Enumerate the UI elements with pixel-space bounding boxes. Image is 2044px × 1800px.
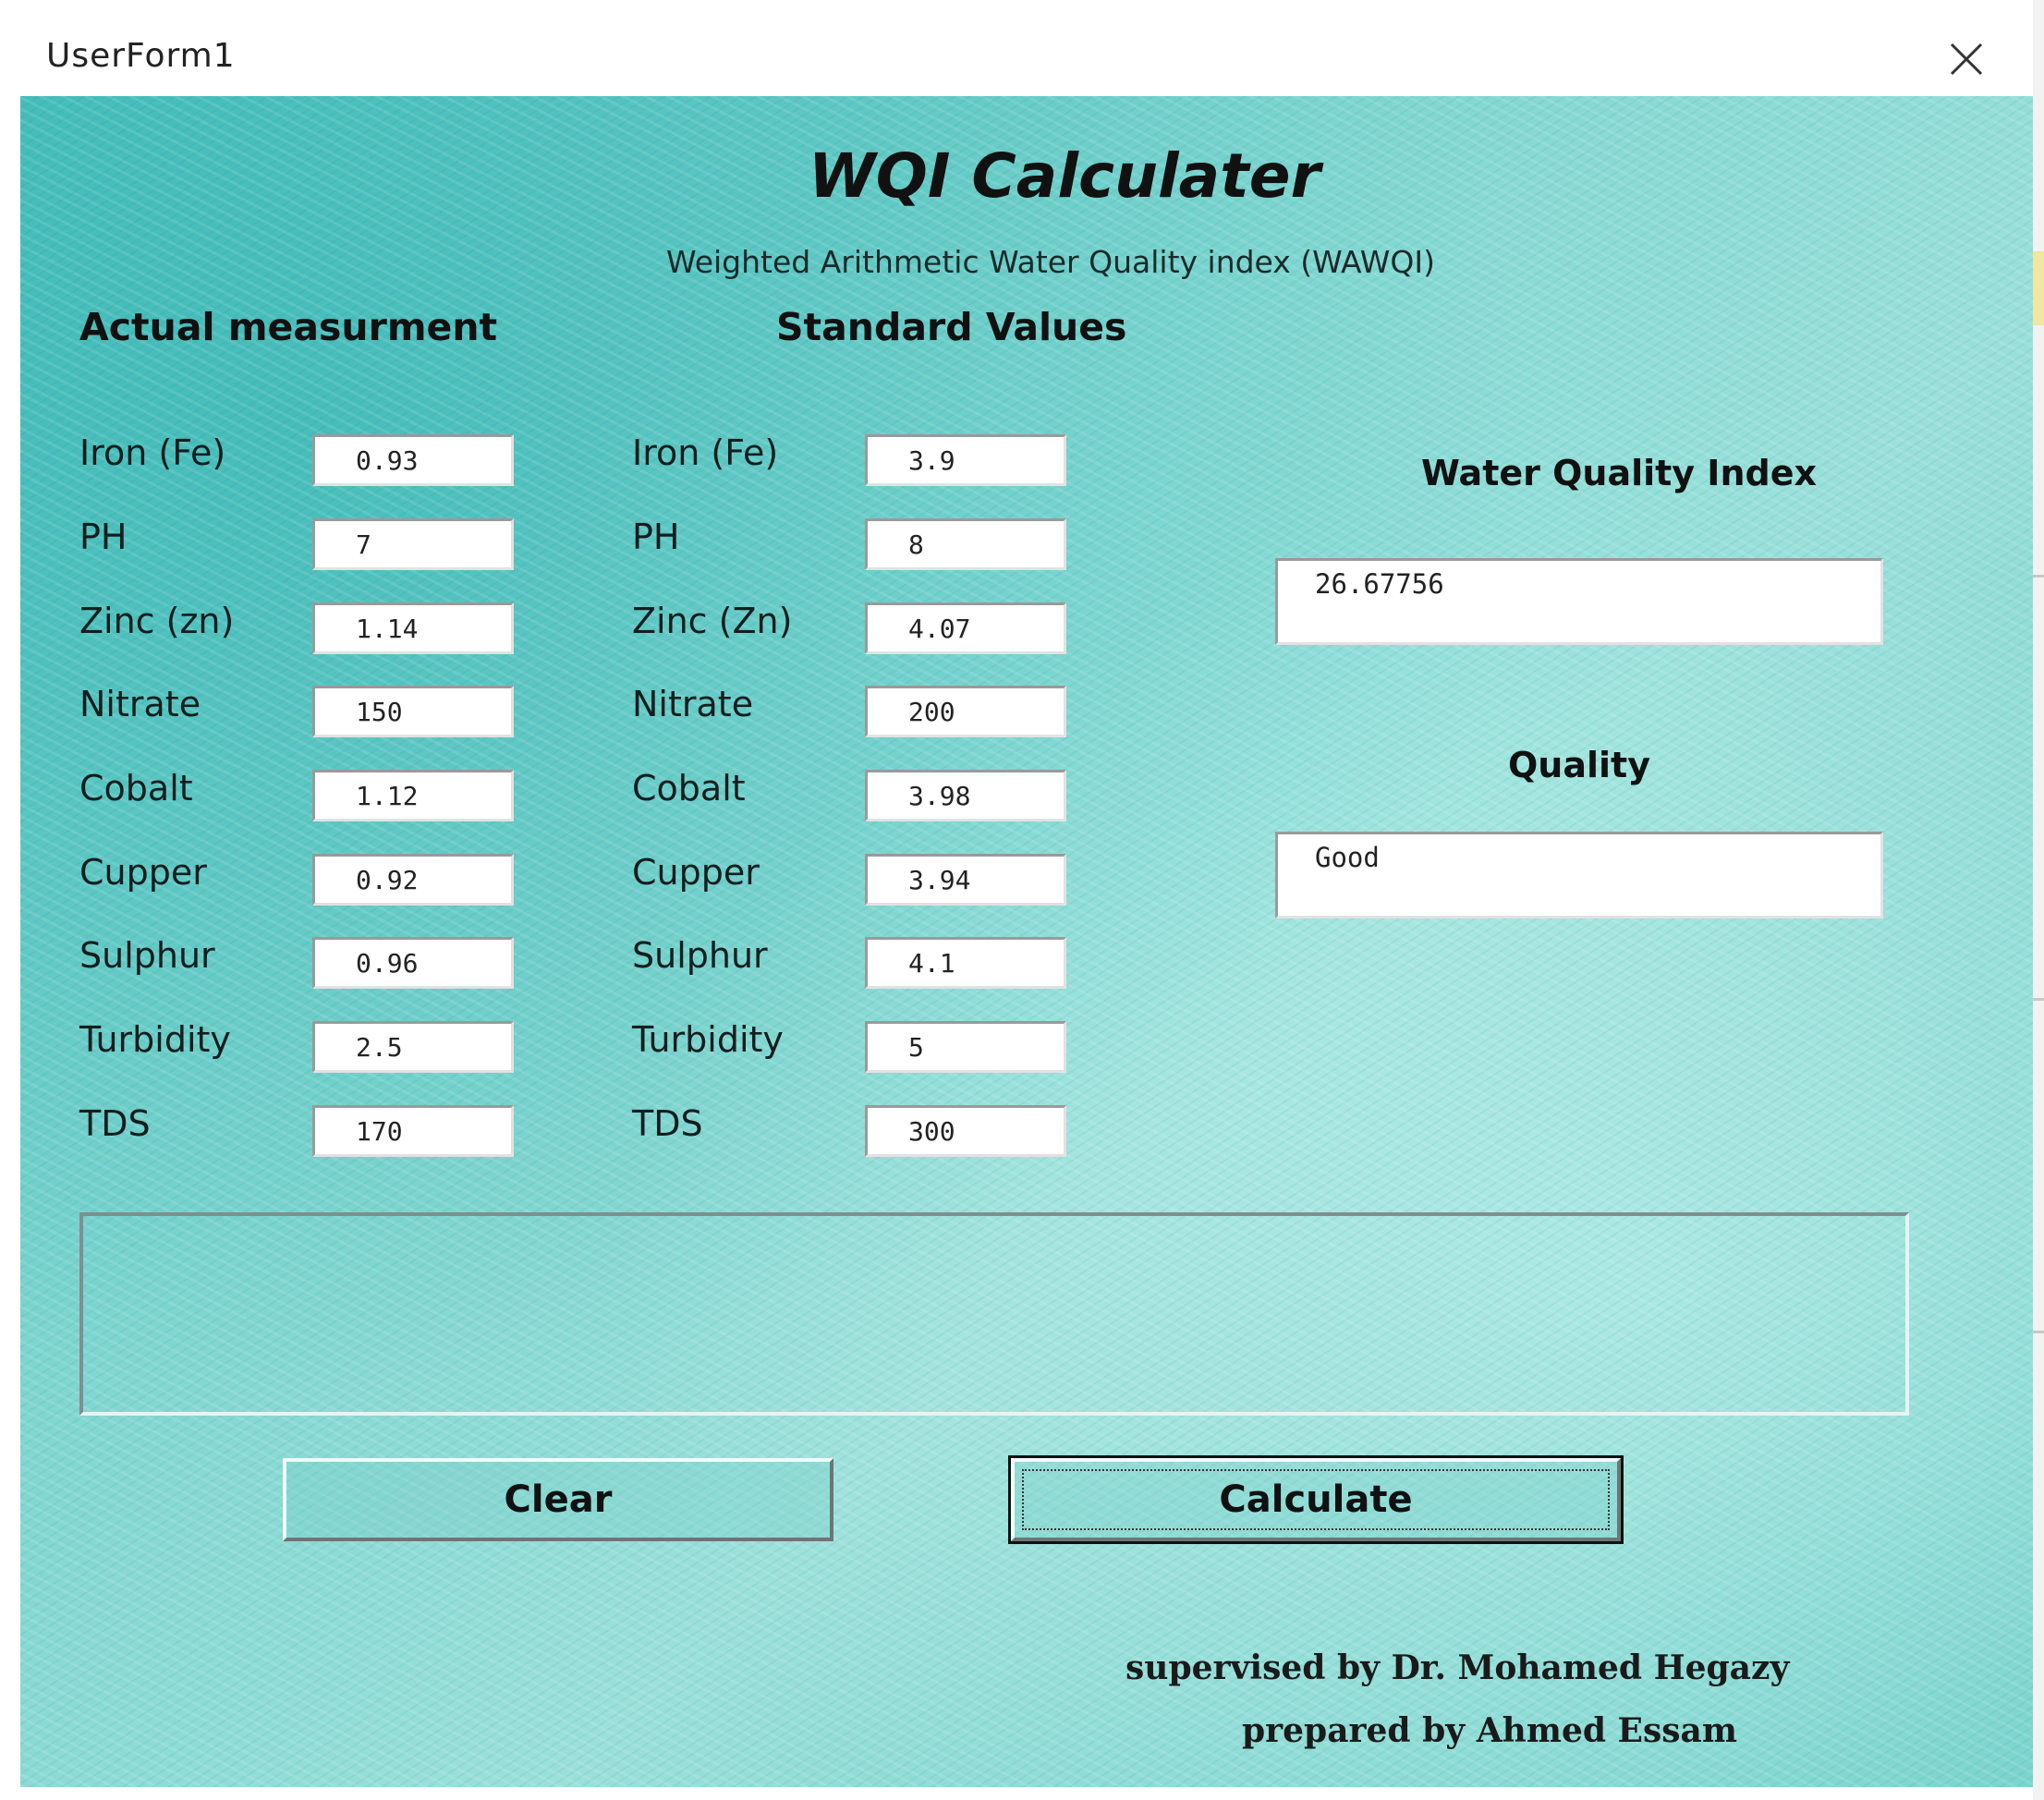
actual-label-iron: Iron (Fe) [79, 432, 226, 473]
actual-sulphur-input[interactable] [312, 937, 514, 989]
wqi-heading: Water Quality Index [1420, 453, 1817, 493]
actual-label-nitrate: Nitrate [79, 684, 201, 724]
clear-button[interactable] [283, 1458, 833, 1541]
standard-iron-input[interactable] [865, 434, 1066, 486]
edge-mark [2033, 998, 2044, 1001]
actual-iron-input[interactable] [312, 434, 514, 486]
standard-cupper-input[interactable] [865, 854, 1066, 906]
standard-label-cobalt: Cobalt [632, 768, 746, 809]
quality-heading: Quality [1508, 745, 1650, 785]
prepared-by-credit: prepared by Ahmed Essam [1242, 1711, 1737, 1750]
standard-ph-input[interactable] [865, 518, 1066, 570]
edge-mark [2033, 575, 2044, 578]
actual-ph-input[interactable] [312, 518, 514, 570]
close-button[interactable] [1939, 31, 1994, 87]
window-title: UserForm1 [46, 37, 236, 75]
supervised-by-credit: supervised by Dr. Mohamed Hegazy [1125, 1648, 1790, 1687]
form-body [20, 96, 2033, 1787]
calculate-button-label: Calculate [1219, 1478, 1413, 1521]
standard-label-sulphur: Sulphur [632, 935, 768, 976]
standard-values-heading: Standard Values [776, 305, 1127, 349]
actual-label-turbidity: Turbidity [79, 1019, 231, 1060]
edge-mark [2033, 1331, 2044, 1333]
standard-cobalt-input[interactable] [865, 770, 1066, 821]
standard-label-cupper: Cupper [632, 852, 760, 893]
quality-output-field[interactable] [1275, 832, 1883, 918]
standard-tds-input[interactable] [865, 1105, 1066, 1157]
actual-zinc-input[interactable] [312, 602, 514, 654]
edge-mark-highlight [2033, 251, 2044, 325]
actual-measurement-heading: Actual measurment [79, 305, 498, 349]
standard-sulphur-input[interactable] [865, 937, 1066, 989]
calculate-button[interactable] [1011, 1458, 1621, 1541]
standard-label-zinc: Zinc (Zn) [632, 601, 793, 641]
standard-label-tds: TDS [632, 1103, 703, 1144]
actual-label-zinc: Zinc (zn) [79, 601, 235, 641]
standard-nitrate-input[interactable] [865, 686, 1066, 737]
actual-label-tds: TDS [79, 1103, 151, 1144]
wqi-output-field[interactable] [1275, 558, 1883, 645]
clear-button-label: Clear [504, 1478, 613, 1521]
app-title: WQI Calculater [808, 140, 1321, 212]
standard-label-iron: Iron (Fe) [632, 432, 779, 473]
actual-cobalt-input[interactable] [312, 770, 514, 821]
app-subtitle: Weighted Arithmetic Water Quality index (WAWQI) [666, 244, 1435, 280]
close-icon [1939, 31, 1994, 87]
actual-cupper-input[interactable] [312, 854, 514, 906]
actual-turbidity-input[interactable] [312, 1021, 514, 1073]
standard-label-turbidity: Turbidity [632, 1019, 784, 1060]
standard-label-nitrate: Nitrate [632, 684, 754, 724]
notes-frame [79, 1212, 1909, 1416]
actual-nitrate-input[interactable] [312, 686, 514, 737]
actual-tds-input[interactable] [312, 1105, 514, 1157]
actual-label-ph: PH [79, 517, 128, 557]
standard-turbidity-input[interactable] [865, 1021, 1066, 1073]
title-bar [0, 0, 2044, 96]
actual-label-cobalt: Cobalt [79, 768, 193, 809]
actual-label-cupper: Cupper [79, 852, 207, 893]
standard-label-ph: PH [632, 517, 680, 557]
standard-zinc-input[interactable] [865, 602, 1066, 654]
actual-label-sulphur: Sulphur [79, 935, 215, 976]
